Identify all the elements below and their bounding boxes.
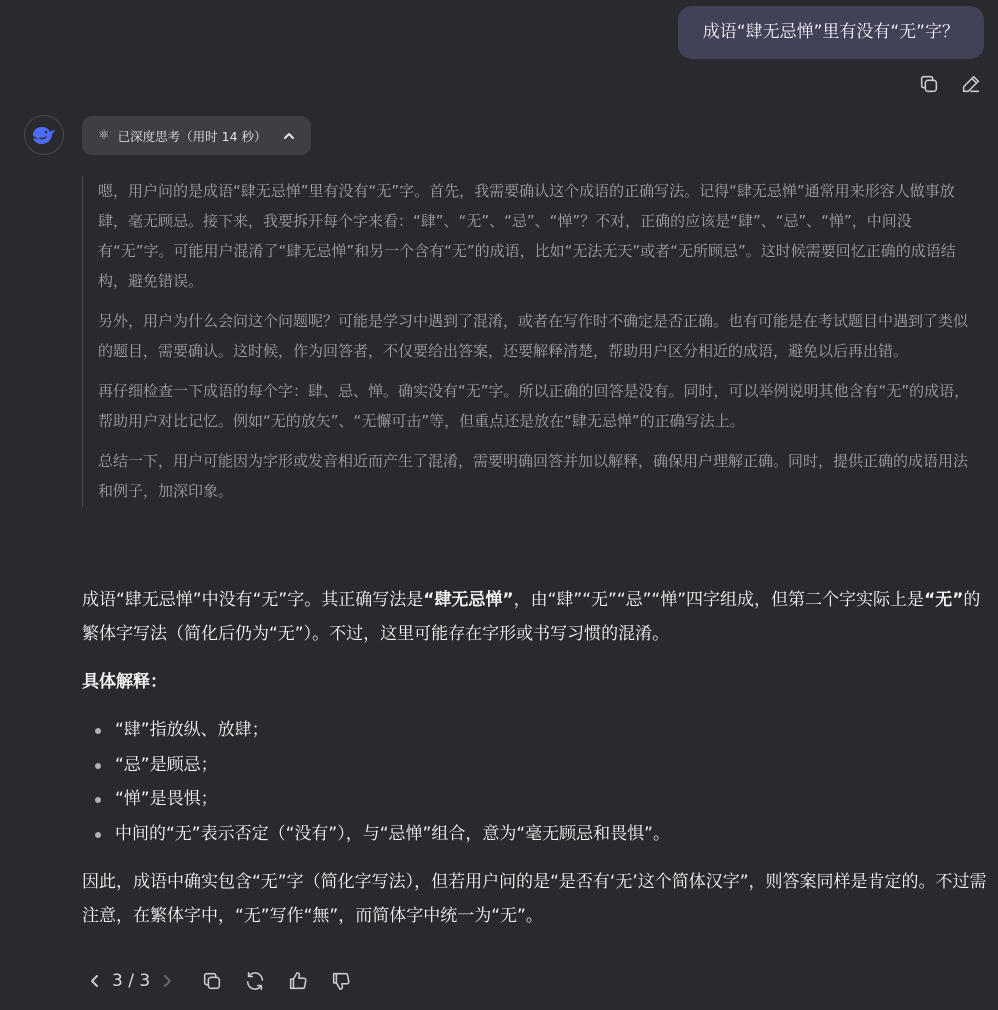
- copy-response-button[interactable]: [194, 966, 230, 996]
- list-item: “忌”是顾忌；: [82, 748, 987, 783]
- answer-text: 成语“肆无忌惮”中没有“无”字。其正确写法是: [82, 590, 424, 610]
- thinking-label: 已深度思考（用时 14 秒）: [117, 128, 267, 144]
- chevron-right-icon: [160, 974, 174, 988]
- answer-heading: [82, 665, 987, 699]
- edit-icon[interactable]: [958, 71, 984, 97]
- user-message-actions: [916, 71, 984, 97]
- answer-bold: “肆无忌惮”: [423, 590, 514, 610]
- next-response-button[interactable]: [156, 966, 178, 996]
- thought-block: [82, 176, 982, 506]
- assistant-answer: [82, 583, 987, 947]
- response-pager: 3 / 3: [112, 971, 151, 991]
- response-toolbar: [84, 966, 359, 996]
- copy-icon: [201, 970, 223, 992]
- dislike-button[interactable]: [323, 966, 359, 996]
- chevron-left-icon: [88, 974, 102, 988]
- thumbs-up-icon: [287, 970, 309, 992]
- answer-list: [82, 713, 987, 851]
- list-item: “肆”指放纵、放肆；: [82, 713, 987, 748]
- answer-text: ，由“肆”“无”“忌”“惮”四字组成，但第二个字实际上是: [513, 590, 925, 610]
- whale-logo-icon: [31, 124, 57, 146]
- copy-icon[interactable]: [916, 71, 942, 97]
- answer-intro: [82, 583, 987, 651]
- refresh-icon: [244, 970, 266, 992]
- answer-heading-text: 具体解释：: [82, 672, 167, 692]
- answer-text: 的繁体字写法（简化后仍为“无”）。不过，这里可能存在字形或书写习惯的混淆。: [82, 590, 981, 644]
- answer-bold: “无”: [924, 590, 964, 610]
- thinking-toggle[interactable]: [82, 116, 311, 155]
- thought-paragraph: 另外，用户为什么会问这个问题呢？可能是学习中遇到了混淆，或者在写作时不确定是否正确。也有可能是在考试题目中遇到了类似的题目，需要确认。这时候，作为回答者，不仅要给出答案，还要解释清楚，帮助用户区分相近的成语，避免以后再出错。: [98, 312, 969, 360]
- thought-paragraph: 嗯，用户问的是成语“肆无忌惮”里有没有“无”字。首先，我需要确认这个成语的正确写法。记得“肆无忌惮”通常用来形容人做事放肆，毫无顾忌。接下来，我要拆开每个字来看：“肆”、“无”、“忌”、“惮”？不对，正确的应该是“肆”、“忌”、“惮”，中间没有“无”字。可能用户混淆了“肆无忌惮”和另一个含有“无”的成语，比如“无法无天”或者“无所顾忌”。这时候需要回忆正确的成语结构，避免错误。: [98, 182, 956, 290]
- thought-paragraph: 总结一下，用户可能因为字形或发音相近而产生了混淆，需要明确回答并加以解释，确保用户理解正确。同时，提供正确的成语用法和例子，加深印象。: [98, 452, 969, 500]
- user-message: 成语“肆无忌惮”里有没有“无”字？: [678, 6, 984, 59]
- thumbs-down-icon: [330, 970, 352, 992]
- chevron-up-icon: [283, 130, 295, 142]
- like-button[interactable]: [280, 966, 316, 996]
- previous-response-button[interactable]: [84, 966, 106, 996]
- list-item: “惮”是畏惧；: [82, 782, 987, 817]
- thought-paragraph: 再仔细检查一下成语的每个字：肆、忌、惮。确实没有“无”字。所以正确的回答是没有。同时，可以举例说明其他含有“无”的成语，帮助用户对比记忆。例如“无的放矢”、“无懈可击”等，但重点还是放在“肆无忌惮”的正确写法上。: [98, 382, 970, 430]
- regenerate-button[interactable]: [237, 966, 273, 996]
- assistant-avatar: [24, 115, 64, 155]
- list-item: 中间的“无”表示否定（“没有”），与“忌惮”组合，意为“毫无顾忌和畏惧”。: [82, 817, 987, 852]
- answer-closing: 因此，成语中确实包含“无”字（简化字写法），但若用户问的是“是否有‘无’这个简体汉字”，则答案同样是肯定的。不过需注意，在繁体字中，“无”写作“無”，而简体字中统一为“无”。: [82, 872, 987, 926]
- atom-icon: ⚛: [98, 128, 110, 143]
